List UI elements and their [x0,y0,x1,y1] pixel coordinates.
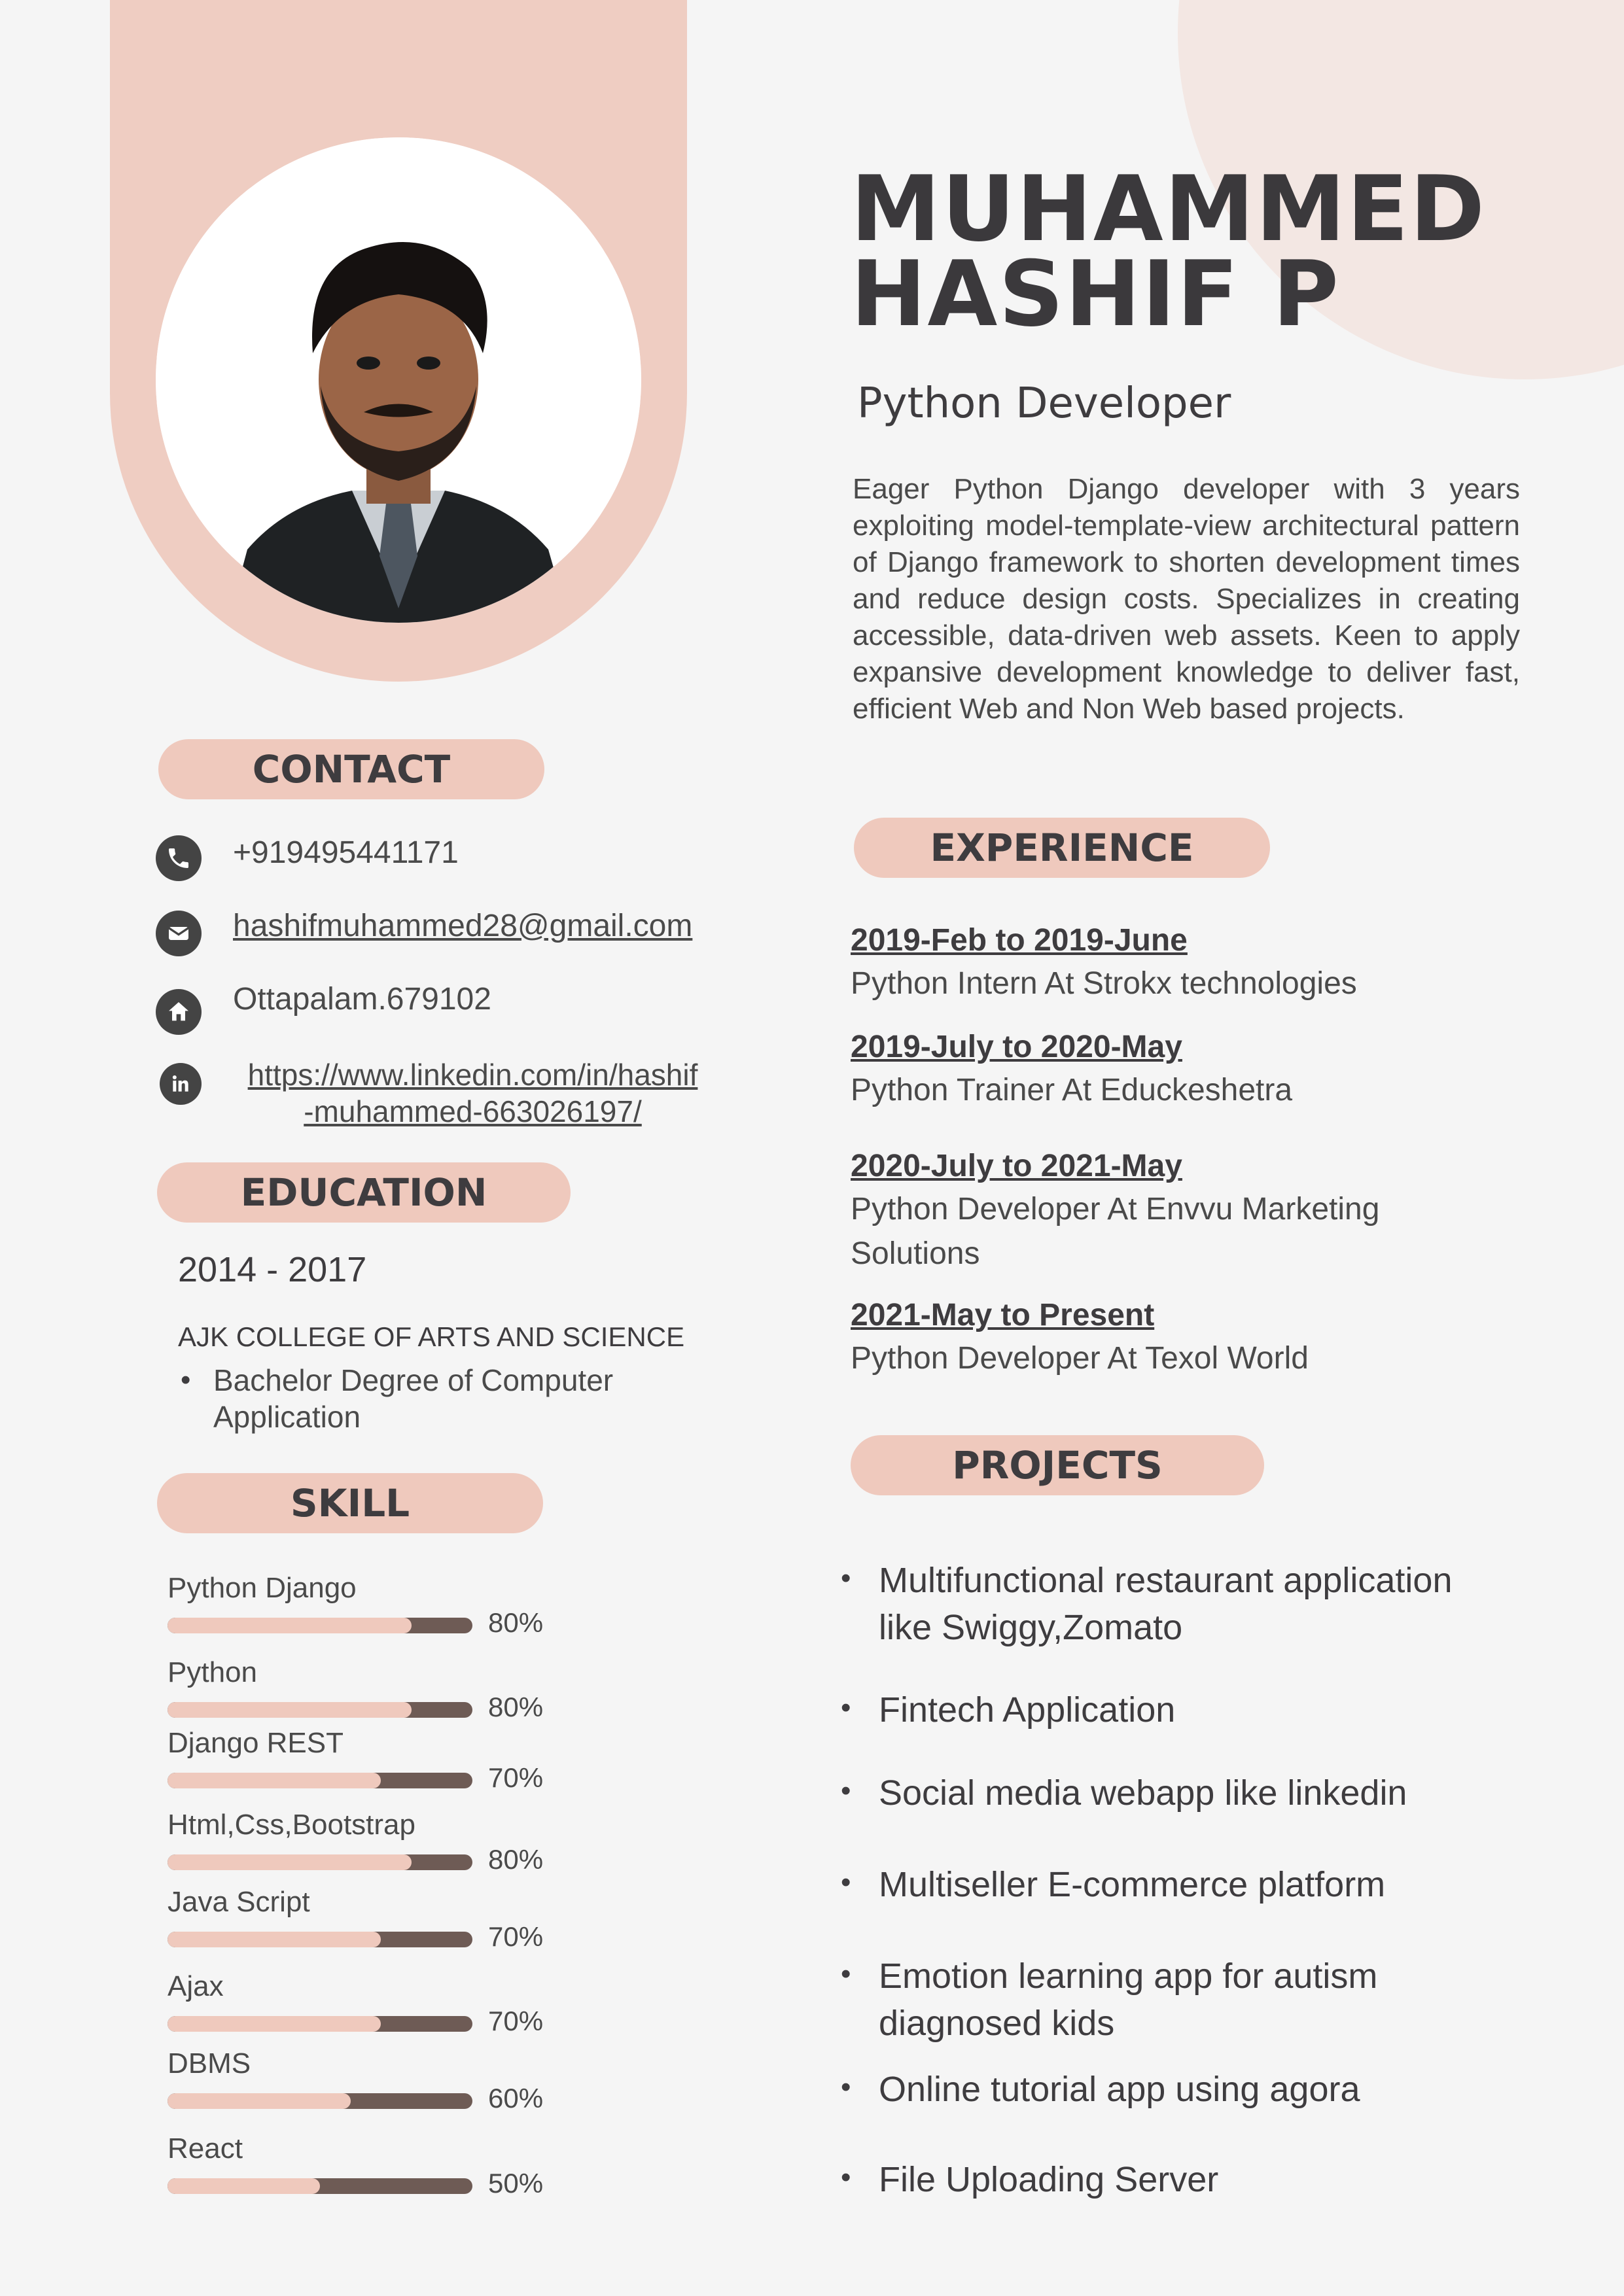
mail-icon [156,911,202,956]
candidate-name [851,156,1610,347]
skill-percent: 50% [488,2168,544,2199]
phone-icon [156,835,202,881]
skill-percent: 80% [488,1607,544,1638]
skill-name: Html,Css,Bootstrap [168,1809,415,1841]
project-item: Multifunctional restaurant application like Swiggy,Zomato [879,1561,1453,1647]
bullet-dot: • [841,1866,851,1898]
bullet-dot: • [841,1562,851,1594]
education-school: AJK COLLEGE OF ARTS AND SCIENCE [178,1321,685,1352]
job-title: Python Developer [857,379,1231,428]
name-line-2: HASHIF P [851,241,1340,347]
skill-bar-fill [168,1854,412,1870]
skill-name: Python Django [168,1572,357,1604]
experience-role: Python Developer At Texol World [851,1341,1309,1376]
project-item: Emotion learning app for autism diagnosed kids [879,1957,1378,2043]
bullet-dot: • [841,1775,851,1807]
skill-bar-fill [168,1773,381,1788]
projects-heading: PROJECTS [851,1435,1264,1495]
skill-bar [168,2093,472,2109]
address: Ottapalam.679102 [233,982,491,1017]
bullet-dot: • [841,2161,851,2193]
person-portrait-icon [156,137,641,623]
skill-bar-fill [168,1702,412,1718]
project-item: Social media webapp like linkedin [879,1773,1407,1813]
experience-heading: EXPERIENCE [854,818,1270,878]
profile-summary: Eager Python Django developer with 3 years exploiting model-template-view architectural pattern of Django framework to shorten development times and reduce design costs. Specializes in creating accessible, data-driven web assets. Keen to apply expansive development knowledge to deliver fast, efficient Web and Non Web based projects. [853,473,1520,725]
skill-bar-fill [168,2093,351,2109]
skill-percent: 70% [488,1921,544,1952]
project-item: File Uploading Server [879,2160,1219,2199]
experience-period: 2020-July to 2021-May [851,1149,1182,1183]
project-item: Fintech Application [879,1690,1176,1730]
skill-percent: 70% [488,2006,544,2036]
skill-bar-fill [168,2016,381,2032]
project-item: Multiseller E-commerce platform [879,1865,1386,1904]
linkedin-link-line-1: https://www.linkedin.com/in/hashif [247,1058,698,1092]
linkedin-link[interactable] [229,1056,716,1130]
linkedin-link-line-2: -muhammed-663026197/ [304,1094,642,1128]
skill-bar [168,2178,472,2194]
skill-percent: 60% [488,2083,544,2113]
bullet-dot: • [841,2071,851,2103]
skill-percent: 70% [488,1762,544,1793]
skill-name: Ajax [168,1970,224,2002]
profile-photo [156,137,641,623]
skill-bar-fill [168,2178,320,2194]
skill-bar [168,1702,472,1718]
education-heading: EDUCATION [157,1162,571,1223]
experience-role: Python Trainer At Educkeshetra [851,1073,1293,1107]
skill-name: React [168,2132,243,2165]
education-degree-item [178,1362,675,1435]
skill-bar [168,1618,472,1633]
email-link[interactable]: hashifmuhammed28@gmail.com [233,909,693,943]
skill-bar [168,1854,472,1870]
contact-heading: CONTACT [158,739,544,799]
skill-name: Django REST [168,1727,344,1759]
skill-percent: 80% [488,1844,544,1875]
education-degree: Bachelor Degree of Computer Application [213,1363,614,1434]
skill-bar [168,2016,472,2032]
bullet-dot: • [841,1958,851,1990]
experience-role: Python Developer At Envvu Marketing Solutions [851,1192,1380,1271]
skill-name: Python [168,1656,257,1688]
skill-bar-fill [168,1618,412,1633]
bullet-dot: • [841,1692,851,1724]
education-years: 2014 - 2017 [178,1250,367,1289]
skill-bar [168,1932,472,1947]
skill-percent: 80% [488,1692,544,1722]
project-item: Online tutorial app using agora [879,2070,1360,2109]
phone-number: +919495441171 [233,835,459,870]
experience-period: 2021-May to Present [851,1298,1155,1332]
skill-bar [168,1773,472,1788]
experience-period: 2019-Feb to 2019-June [851,923,1188,958]
name-line-1: MUHAMMED [851,156,1487,262]
skill-bar-fill [168,1932,381,1947]
skill-name: Java Script [168,1886,310,1918]
linkedin-icon [160,1063,202,1105]
home-icon [156,989,202,1035]
bullet-dot: • [181,1364,191,1396]
skill-heading: SKILL [157,1473,543,1533]
experience-role: Python Intern At Strokx technologies [851,966,1357,1001]
skill-name: DBMS [168,2047,251,2079]
experience-period: 2019-July to 2020-May [851,1030,1182,1064]
